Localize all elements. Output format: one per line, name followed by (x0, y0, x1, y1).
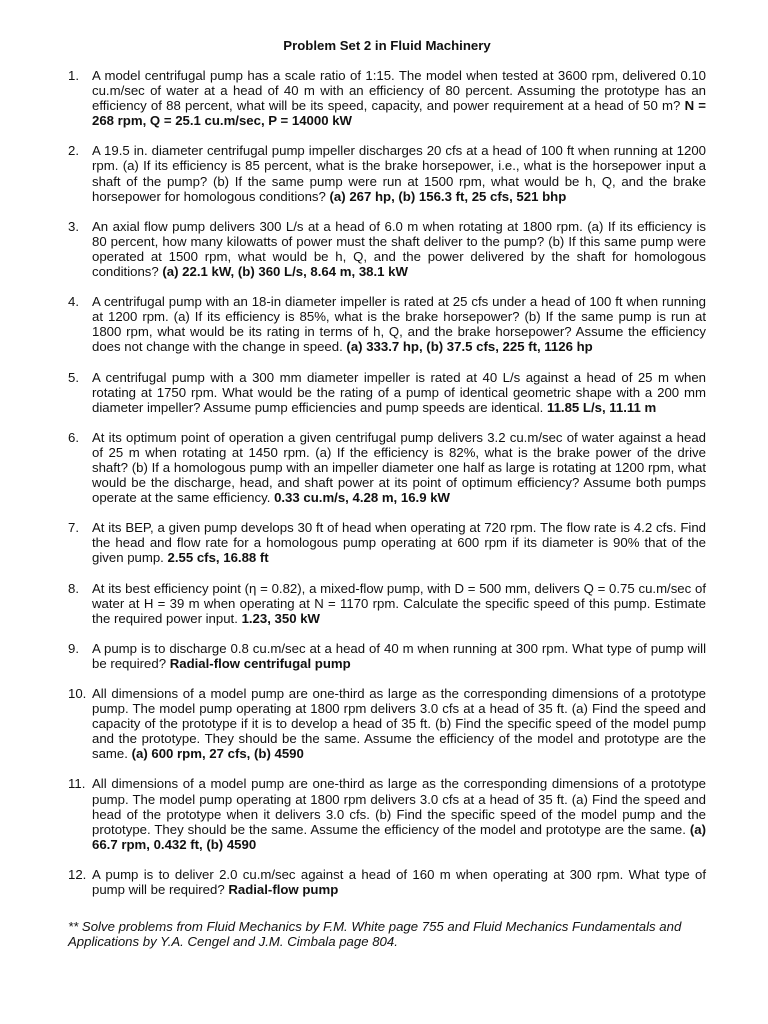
problem-body (92, 776, 706, 851)
problem-number: 1. (68, 68, 79, 83)
problem-answer: (a) 66.7 rpm, 0.432 ft, (b) 4590 (92, 821, 706, 852)
problem-body (92, 581, 706, 626)
footnote: ** Solve problems from Fluid Mechanics by F.M. White page 755 and Fluid Mechanics Fundamentals and Applications by Y.A. Cengel and J.M. Cimbala page 804. (68, 919, 682, 950)
problem-item-7 (68, 520, 706, 565)
problem-text: A 19.5 in. diameter centrifugal pump impeller discharges 20 cfs at a head of 100 ft when running at 1200 rpm. (a) If its efficiency is 85 percent, what is the brake horsepower, i.e., what is the horsepower input a shaft of the pump? (b) If the same pump were run at 1500 rpm, what would be h, Q, and the brake horsepower for homologous conditions? (92, 143, 706, 204)
problem-answer: (a) 267 hp, (b) 156.3 ft, 25 cfs, 521 bhp (329, 188, 567, 204)
problem-text: A pump is to deliver 2.0 cu.m/sec against a head of 160 m when operating at 300 rpm. What type of pump will be required? (92, 866, 706, 898)
problem-text: All dimensions of a model pump are one-third as large as the corresponding dimensions of a prototype pump. The model pump operating at 1800 rpm delivers 3.0 cfs at a head of 35 ft. (a) Find the speed and head of the prototype when it delivers 3.0 cfs. (b) Find the specific speed of the model pump and the prototype. They should be the same. Assume the efficiency of the model and prototype are the same. (92, 776, 706, 837)
problem-item-9 (68, 641, 706, 671)
problem-body (92, 641, 706, 671)
problem-answer: Radial-flow pump (228, 882, 339, 898)
problem-text: A pump is to discharge 0.8 cu.m/sec at a head of 40 m when running at 300 rpm. What type of pump will be required? (92, 640, 706, 671)
problem-text: An axial flow pump delivers 300 L/s at a head of 6.0 m when rotating at 1800 rpm. (a) If its efficiency is 80 percent, how many kilowatts of power must the shaft deliver to the pump? (b) If this same pump were operated at 1500 rpm, what would be h, Q, and the power delivered by the shaft for homologous conditions? (92, 218, 706, 280)
problem-text: A centrifugal pump with an 18-in diameter impeller is rated at 25 cfs under a head of 100 ft when running at 1200 rpm. (a) If its efficiency is 85%, what is the brake horsepower? (b) If the same pump is run at 1800 rpm, what would be its rating in terms of h, Q, and the brake horsepower? Assume the efficiency does not change with the change in speed. (92, 294, 706, 355)
problem-body (92, 867, 706, 897)
problem-body (92, 370, 706, 415)
problem-text: At its optimum point of operation a given centrifugal pump delivers 3.2 cu.m/sec of water against a head of 25 m when rotating at 1450 rpm. (a) If the efficiency is 82%, what is the brake power of the drive shaft? (b) If a homologous pump with an impeller diameter one half as large is rotating at 1200 rpm, what would be the discharge, head, and shaft power at its point of optimum efficiency? Assume both pumps operate at the same efficiency. (92, 429, 706, 506)
problem-number: 6. (68, 429, 79, 445)
problem-item-3 (68, 219, 706, 279)
problem-body (92, 520, 706, 565)
problem-body (92, 686, 706, 761)
problem-item-1 (68, 68, 706, 128)
problem-body (92, 68, 706, 128)
problem-answer: 1.23, 350 kW (241, 610, 321, 626)
problem-answer: Radial-flow centrifugal pump (169, 655, 351, 671)
problem-answer: 0.33 cu.m/s, 4.28 m, 16.9 kW (274, 490, 450, 506)
problem-body (92, 430, 706, 505)
problem-number: 2. (68, 143, 79, 159)
problem-number: 9. (68, 640, 79, 656)
problem-answer: 2.55 cfs, 16.88 ft (167, 550, 269, 566)
problem-text: A model centrifugal pump has a scale ratio of 1:15. The model when tested at 3600 rpm, delivered 0.10 cu.m/sec of water at a head of 40 m with an efficiency of 80 percent. Assuming the prototype has an efficiency of 88 percent, what will be its speed, capacity, and power requirement at a head of 50 m? (92, 68, 706, 114)
problem-answer: N = 268 rpm, Q = 25.1 cu.m/sec, P = 14000 kW (92, 98, 706, 129)
problem-item-10 (68, 686, 706, 761)
problem-number: 11. (68, 776, 86, 792)
problem-item-6 (68, 430, 706, 505)
problem-number: 7. (68, 520, 79, 536)
problem-body (92, 294, 706, 354)
problem-body (92, 219, 706, 279)
problem-number: 4. (68, 294, 79, 310)
problem-item-11 (68, 776, 706, 851)
problem-body (92, 143, 706, 203)
problem-number: 10. (68, 686, 87, 701)
page-title: Problem Set 2 in Fluid Machinery (283, 38, 491, 53)
problem-item-12 (68, 867, 706, 897)
problem-text: At its BEP, a given pump develops 30 ft of head when operating at 720 rpm. The flow rate is 4.2 cfs. Find the head and flow rate for a homologous pump operating at 600 rpm if its diameter is 90% that of the given pump. (92, 520, 706, 566)
problem-number: 12. (68, 866, 87, 882)
problem-answer: 11.85 L/s, 11.11 m (546, 399, 657, 415)
problem-text: At its best efficiency point (η = 0.82), a mixed-flow pump, with D = 500 mm, delivers Q = 0.75 cu.m/sec of water at H = 39 m when operating at N = 1170 rpm. Calculate the specific speed of this pump. Estimate the required power input. (92, 580, 706, 626)
problem-text: A centrifugal pump with a 300 mm diameter impeller is rated at 40 L/s against a head of 25 m when rotating at 1750 rpm. What would be the rating of a pump of identical geometric shape with a 200 mm diameter impeller? Assume pump efficiencies and pump speeds are identical. (92, 369, 706, 415)
problem-answer: (a) 333.7 hp, (b) 37.5 cfs, 225 ft, 1126 hp (346, 339, 593, 355)
problem-number: 8. (68, 580, 79, 596)
problem-number: 3. (68, 218, 79, 234)
problem-item-5 (68, 370, 706, 415)
problem-number: 5. (68, 369, 79, 385)
problem-answer: (a) 600 rpm, 27 cfs, (b) 4590 (131, 746, 304, 762)
problem-item-2 (68, 143, 706, 203)
problem-item-8 (68, 581, 706, 626)
problem-item-4 (68, 294, 706, 354)
problem-text: All dimensions of a model pump are one-third as large as the corresponding dimensions of a prototype pump. The model pump operating at 1800 rpm delivers 3.0 cfs at a head of 35 ft. (a) Find the speed and capacity of the prototype if it is to develop a head of 35 ft. (b) Find the specific speed of the model pump and the prototype. They should be the same. Assume the efficiency of the model and prototype are the same. (92, 686, 706, 762)
problem-answer: (a) 22.1 kW, (b) 360 L/s, 8.64 m, 38.1 kW (162, 264, 408, 280)
problem-list (68, 68, 706, 897)
